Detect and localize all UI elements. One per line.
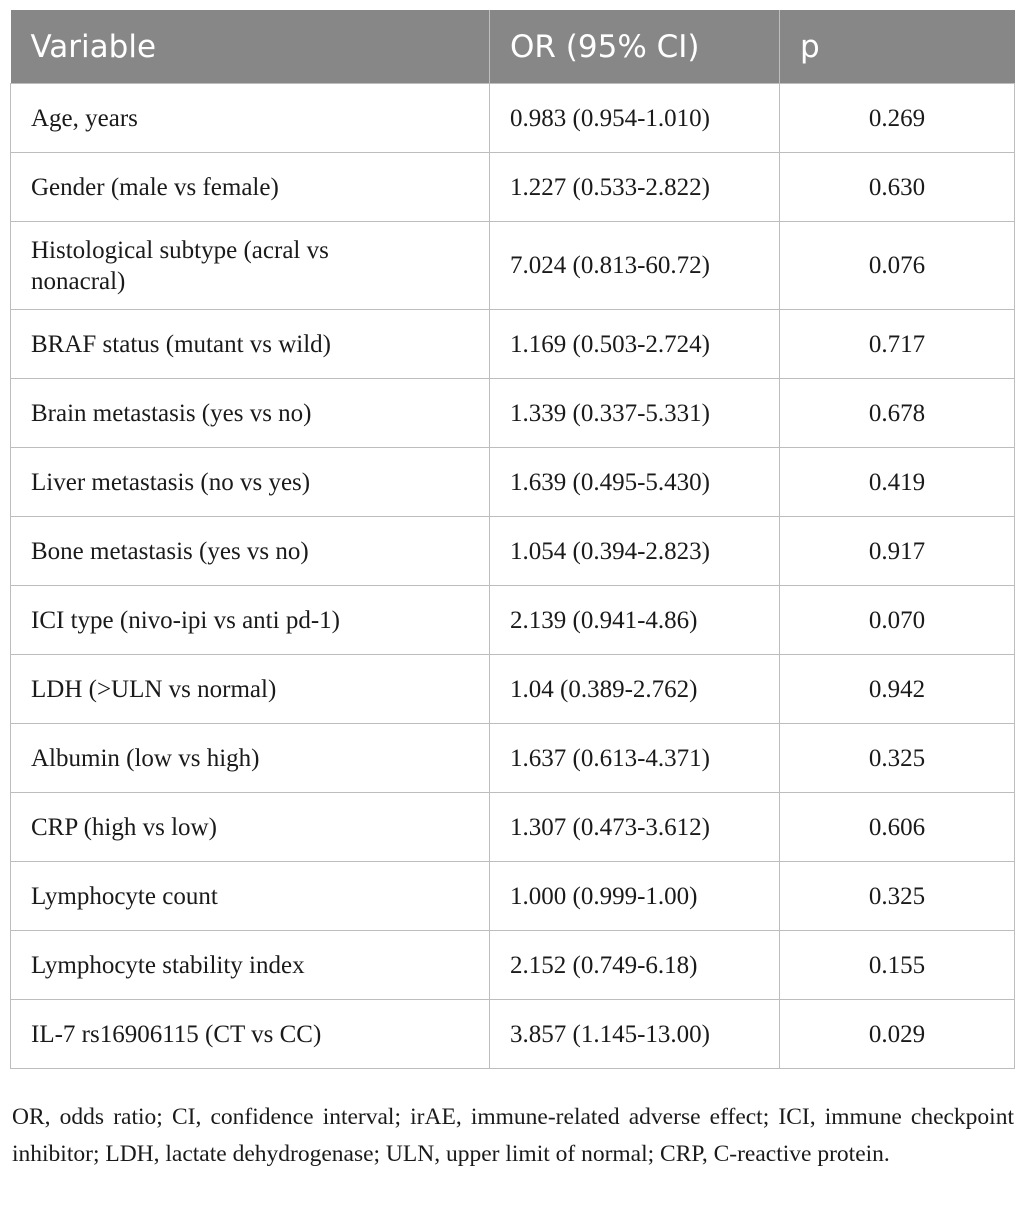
variable-cell: Brain metastasis (yes vs no)	[11, 379, 490, 448]
variable-cell: Gender (male vs female)	[11, 153, 490, 222]
table-row	[11, 1000, 1015, 1069]
or-ci-cell: 1.637 (0.613-4.371)	[490, 724, 780, 793]
p-value-cell: 0.917	[780, 517, 1015, 586]
p-value-cell: 0.155	[780, 931, 1015, 1000]
table-row	[11, 655, 1015, 724]
p-value-cell: 0.419	[780, 448, 1015, 517]
or-ci-cell: 1.054 (0.394-2.823)	[490, 517, 780, 586]
table-row	[11, 379, 1015, 448]
header-p: p	[780, 10, 1015, 84]
p-value-cell: 0.606	[780, 793, 1015, 862]
variable-cell: IL-7 rs16906115 (CT vs CC)	[11, 1000, 490, 1069]
table-row	[11, 222, 1015, 310]
or-ci-cell: 2.139 (0.941-4.86)	[490, 586, 780, 655]
or-ci-cell: 1.000 (0.999-1.00)	[490, 862, 780, 931]
table-row	[11, 586, 1015, 655]
variable-cell: Histological subtype (acral vs nonacral)	[11, 222, 490, 310]
table-row	[11, 517, 1015, 586]
table-row	[11, 931, 1015, 1000]
variable-cell: Liver metastasis (no vs yes)	[11, 448, 490, 517]
or-ci-cell: 1.639 (0.495-5.430)	[490, 448, 780, 517]
or-ci-cell: 1.04 (0.389-2.762)	[490, 655, 780, 724]
variable-cell: Bone metastasis (yes vs no)	[11, 517, 490, 586]
variable-cell: Lymphocyte stability index	[11, 931, 490, 1000]
p-value-cell: 0.269	[780, 84, 1015, 153]
p-value-cell: 0.678	[780, 379, 1015, 448]
p-value-cell: 0.325	[780, 724, 1015, 793]
table-row	[11, 862, 1015, 931]
table-footnote: OR, odds ratio; CI, confidence interval; irAE, immune-related adverse effect; ICI, immune checkpoint inhibitor; LDH, lactate dehydrogenase; ULN, upper limit of normal; CRP, C-reactive protein.	[12, 1104, 1014, 1167]
or-ci-cell: 2.152 (0.749-6.18)	[490, 931, 780, 1000]
table-row	[11, 153, 1015, 222]
table-row	[11, 448, 1015, 517]
or-ci-cell: 1.227 (0.533-2.822)	[490, 153, 780, 222]
or-ci-cell: 3.857 (1.145-13.00)	[490, 1000, 780, 1069]
p-value-cell: 0.029	[780, 1000, 1015, 1069]
p-value-cell: 0.325	[780, 862, 1015, 931]
p-value-cell: 0.630	[780, 153, 1015, 222]
variable-cell: Age, years	[11, 84, 490, 153]
or-ci-cell: 1.307 (0.473-3.612)	[490, 793, 780, 862]
table-header-row	[11, 10, 1015, 84]
table-row	[11, 724, 1015, 793]
table-row	[11, 793, 1015, 862]
p-value-cell: 0.942	[780, 655, 1015, 724]
variable-cell: ICI type (nivo-ipi vs anti pd-1)	[11, 586, 490, 655]
variable-cell: LDH (>ULN vs normal)	[11, 655, 490, 724]
or-ci-cell: 1.339 (0.337-5.331)	[490, 379, 780, 448]
header-or-ci: OR (95% CI)	[490, 10, 780, 84]
variable-cell: Albumin (low vs high)	[11, 724, 490, 793]
header-variable: Variable	[11, 10, 490, 84]
variable-cell: BRAF status (mutant vs wild)	[11, 310, 490, 379]
p-value-cell: 0.070	[780, 586, 1015, 655]
variable-cell: Lymphocyte count	[11, 862, 490, 931]
odds-ratio-table	[10, 10, 1015, 1069]
table-row	[11, 310, 1015, 379]
or-ci-cell: 1.169 (0.503-2.724)	[490, 310, 780, 379]
table-row	[11, 84, 1015, 153]
or-ci-cell: 0.983 (0.954-1.010)	[490, 84, 780, 153]
or-ci-cell: 7.024 (0.813-60.72)	[490, 222, 780, 310]
p-value-cell: 0.076	[780, 222, 1015, 310]
p-value-cell: 0.717	[780, 310, 1015, 379]
variable-cell: CRP (high vs low)	[11, 793, 490, 862]
